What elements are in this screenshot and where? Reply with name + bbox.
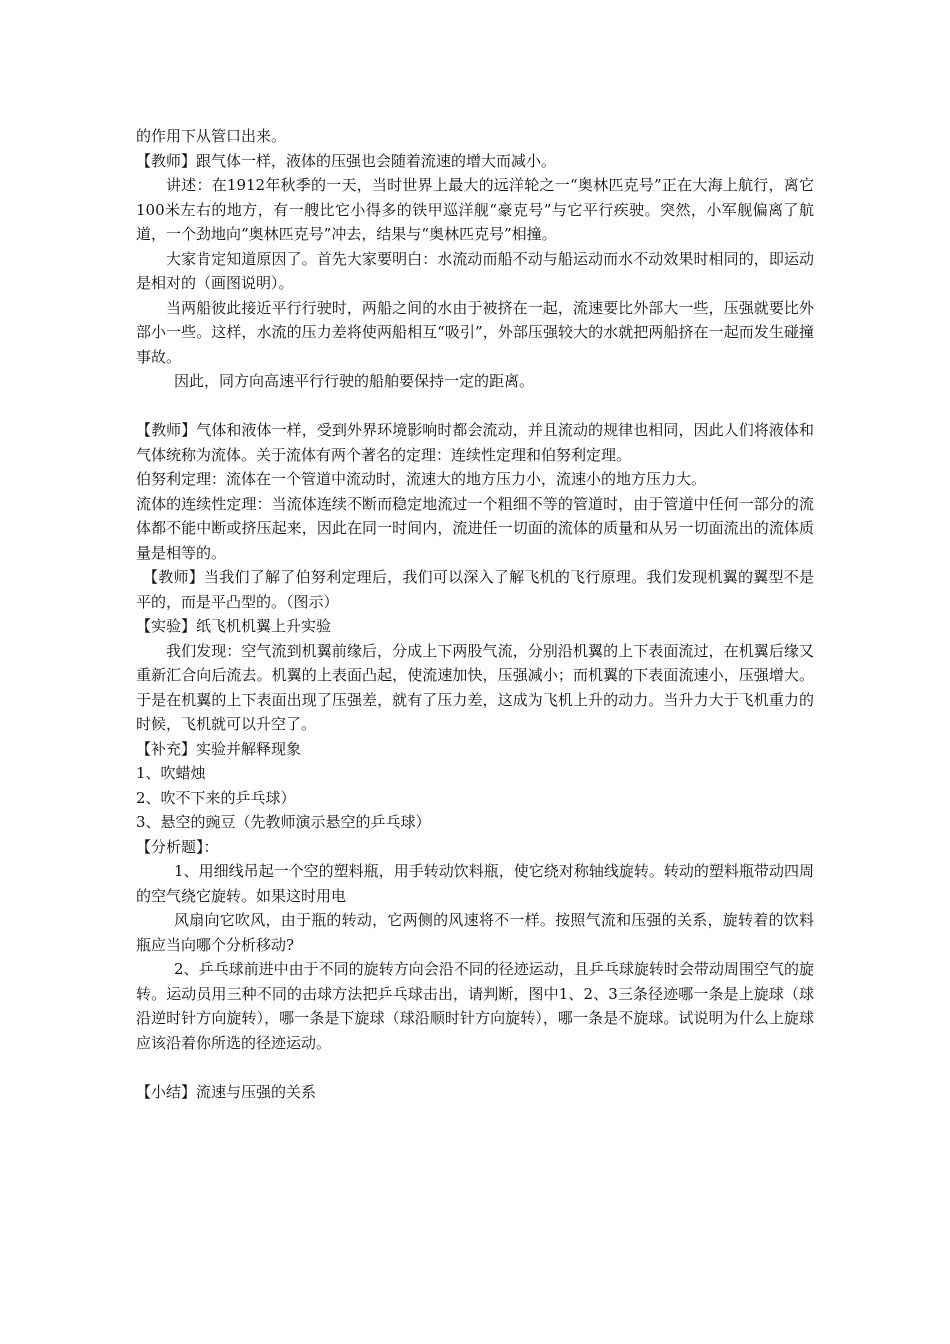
paragraph-ship-collision: 当两船彼此接近平行行驶时，两船之间的水由于被挤在一起，流速要比外部大一些，压强就要比外部小一些。这样，水流的压力差将使两船相互“吸引”，外部压强较大的水就把两船挤在一起而发生碰撞事故。 bbox=[136, 298, 814, 366]
paragraph-supplement: 【补充】实验并解释现象 bbox=[136, 739, 302, 758]
paragraph-story: 讲述：在1912年秋季的一天，当时世界上最大的远洋轮之一“奥林匹克号”正在大海上航行，离它100米左右的地方，有一艘比它小得多的铁甲巡洋舰“豪克号”与它平行疾驶。突然，小军舰偏离了航道，一个劲地向“奥林匹克号”冲去，结果与“奥林匹克号”相撞。 bbox=[136, 176, 814, 243]
paragraph-relative-motion: 大家肯定知道原因了。首先大家要明白：水流动而船不动与船运动而水不动效果时相同的，即运动是相对的（画图说明）。 bbox=[136, 249, 814, 292]
paragraph-question-1b: 风扇向它吹风，由于瓶的转动，它两侧的风速将不一样。按照气流和压强的关系，旋转着的饮料瓶应当向哪个分析移动? bbox=[136, 911, 814, 954]
paragraph-keep-distance: 因此，同方向高速平行行驶的船舶要保持一定的距离。 bbox=[174, 372, 535, 390]
blank-line bbox=[136, 394, 814, 419]
document-body bbox=[136, 124, 814, 1104]
paragraph-1: 的作用下从管口出来。 bbox=[136, 127, 287, 145]
paragraph-lift-explanation: 我们发现：空气流到机翼前缘后，分成上下两股气流，分别沿机翼的上下表面流过，在机翼后缘又重新汇合向后流去。机翼的上表面凸起，使流速加快，压强减小；而机翼的下表面流速小，压强增大。于是在机翼的上下表面出现了压强差，就有了压力差，这成为飞机上升的动力。当升力大于飞机重力的时候，飞机就可以升空了。 bbox=[136, 641, 814, 733]
paragraph-question-2: 2、乒乓球前进中由于不同的旋转方向会沿不同的径迹运动，且乒乓球旋转时会带动周围空气的旋转。运动员用三种不同的击球方法把乒乓球击出，请判断，图中1、2、3三条径迹哪一条是上旋球（球沿逆时针方向旋转），哪一条是下旋球（球沿顺时针方向旋转），哪一条是不旋球。试说明为什么上旋球应该沿着你所选的径迹运动。 bbox=[136, 960, 814, 1052]
paragraph-continuity: 流体的连续性定理：当流体连续不断而稳定地流过一个粗细不等的管道时，由于管道中任何一部分的流体都不能中断或挤压起来，因此在同一时间内，流进任一切面的流体的质量和从另一切面流出的流体质量是相等的。 bbox=[136, 494, 814, 562]
paragraph-teacher-liquid: 【教师】跟气体一样，液体的压强也会随着流速的增大而减小。 bbox=[136, 151, 557, 170]
paragraph-bernoulli: 伯努利定理：流体在一个管道中流动时，流速大的地方压力小，流速小的地方压力大。 bbox=[136, 470, 707, 488]
paragraph-summary: 【小结】流速与压强的关系 bbox=[136, 1082, 317, 1101]
blank-line bbox=[136, 1055, 814, 1080]
list-item-2: 2、吹不下来的乒乓球） bbox=[136, 788, 296, 807]
paragraph-analysis-heading: 【分析题】： bbox=[136, 837, 219, 856]
list-item-1: 1、吹蜡烛 bbox=[136, 764, 206, 782]
paragraph-wing-shape: 【教师】当我们了解了伯努利定理后，我们可以深入了解飞机的飞行原理。我们发现机翼的翼型不是平的，而是平凸型的。（图示） bbox=[136, 568, 814, 611]
paragraph-experiment: 【实验】纸飞机机翼上升实验 bbox=[136, 617, 332, 635]
paragraph-fluid-intro: 【教师】气体和液体一样，受到外界环境影响时都会流动，并且流动的规律也相同，因此人们将液体和气体统称为流体。关于流体有两个著名的定理：连续性定理和伯努利定理。 bbox=[136, 421, 814, 464]
paragraph-question-1a: 1、用细线吊起一个空的塑料瓶，用手转动饮料瓶，使它绕对称轴线旋转。转动的塑料瓶带动四周的空气绕它旋转。如果这时用电 bbox=[136, 862, 814, 905]
list-item-3: 3、悬空的豌豆（先教师演示悬空的乒乓球） bbox=[136, 813, 431, 831]
